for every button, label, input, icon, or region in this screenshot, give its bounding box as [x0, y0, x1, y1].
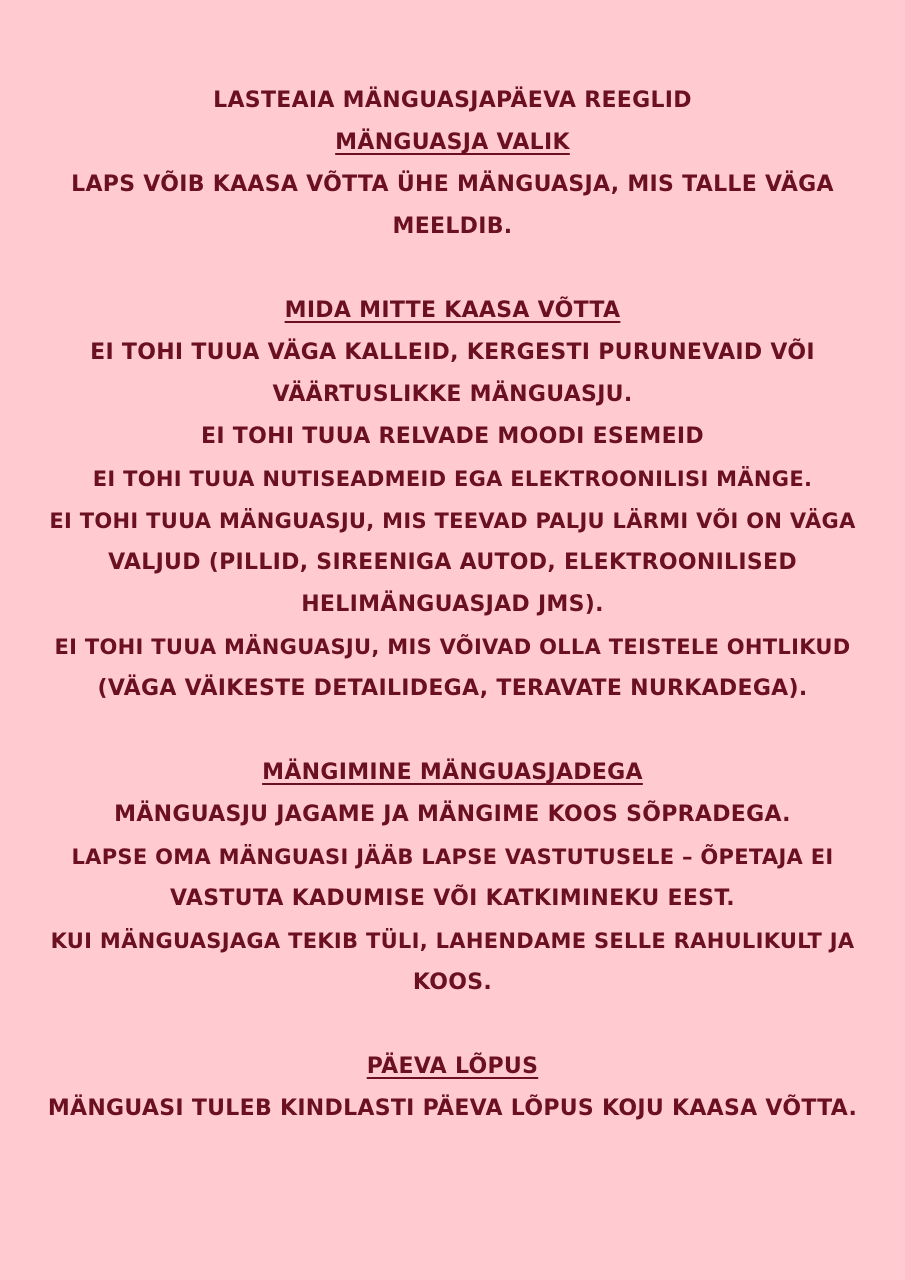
- page-title: LASTEAIA MÄNGUASJAPÄEVA REEGLID: [213, 88, 692, 113]
- section-heading-end-of-day: PÄEVA LÕPUS: [366, 1054, 539, 1079]
- rule-line: KUI MÄNGUASJAGA TEKIB TÜLI, LAHENDAME SELLE RAHULIKULT JA: [50, 929, 855, 953]
- section-heading-what-not-to-bring: MIDA MITTE KAASA VÕTTA: [284, 298, 621, 323]
- rule-line: VASTUTA KADUMISE VÕI KATKIMINEKU EEST.: [170, 886, 735, 911]
- rule-line: MÄNGUASI TULEB KINDLASTI PÄEVA LÕPUS KOJU KAASA VÕTTA.: [47, 1096, 858, 1121]
- rule-line: EI TOHI TUUA RELVADE MOODI ESEMEID: [201, 424, 704, 449]
- rule-line: EI TOHI TUUA MÄNGUASJU, MIS VÕIVAD OLLA TEISTELE OHTLIKUD: [54, 635, 851, 659]
- rule-line: (VÄGA VÄIKESTE DETAILIDEGA, TERAVATE NURKADEGA).: [97, 676, 808, 701]
- rule-line: KOOS.: [412, 970, 493, 995]
- rule-line: HELIMÄNGUASJAD JMS).: [301, 592, 604, 617]
- rule-line: MÄNGUASJU JAGAME JA MÄNGIME KOOS SÕPRADEGA.: [114, 802, 791, 827]
- rule-line: EI TOHI TUUA MÄNGUASJU, MIS TEEVAD PALJU LÄRMI VÕI ON VÄGA: [49, 509, 856, 533]
- section-heading-toy-choice: MÄNGUASJA VALIK: [335, 130, 570, 155]
- rule-line: MEELDIB.: [392, 214, 513, 239]
- rule-line: LAPS VÕIB KAASA VÕTTA ÜHE MÄNGUASJA, MIS TALLE VÄGA: [71, 172, 834, 197]
- rule-line: LAPSE OMA MÄNGUASI JÄÄB LAPSE VASTUTUSELE – ÕPETAJA EI: [71, 845, 834, 869]
- rule-line: VALJUD (PILLID, SIREENIGA AUTOD, ELEKTROONILISED: [108, 550, 797, 575]
- section-heading-playing-with-toys: MÄNGIMINE MÄNGUASJADEGA: [262, 760, 643, 785]
- rule-line: EI TOHI TUUA VÄGA KALLEID, KERGESTI PURUNEVAID VÕI: [90, 340, 815, 365]
- rule-line: VÄÄRTUSLIKKE MÄNGUASJU.: [272, 382, 633, 407]
- rule-line: EI TOHI TUUA NUTISEADMEID EGA ELEKTROONILISI MÄNGE.: [92, 467, 813, 491]
